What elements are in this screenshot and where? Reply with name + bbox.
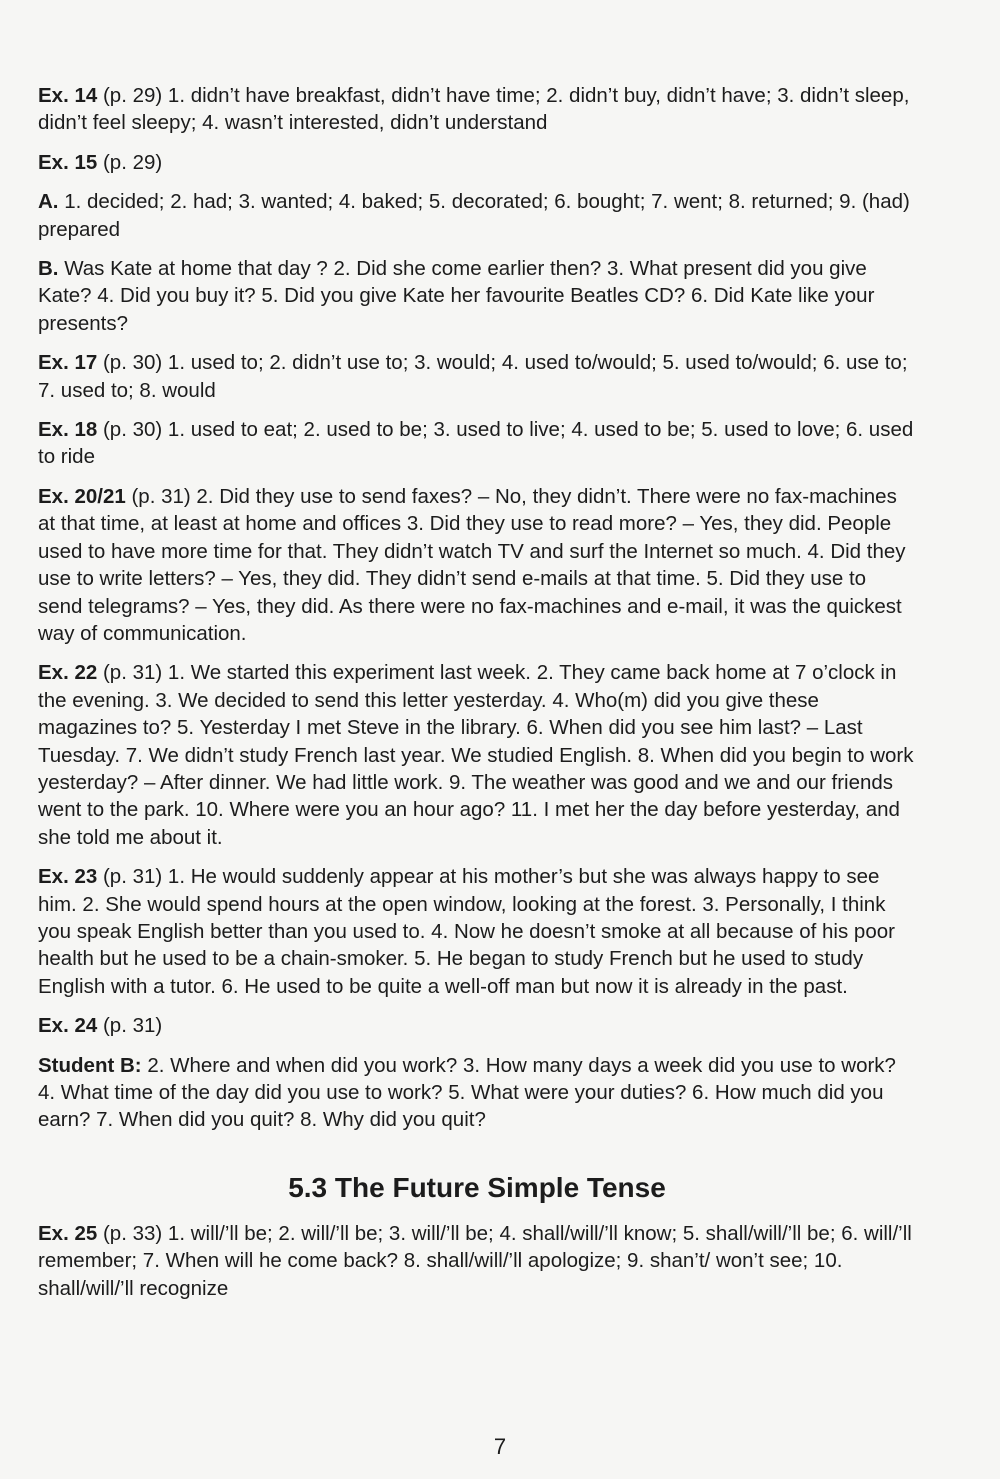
answer-ex-25 bbox=[38, 1220, 916, 1302]
answer-ex-14 bbox=[38, 82, 916, 137]
exercise-label: Ex. 17 bbox=[38, 351, 98, 375]
answer-ex-20-21 bbox=[38, 483, 916, 647]
exercise-answers: (p. 31) bbox=[97, 1014, 163, 1038]
exercise-label: Ex. 15 bbox=[38, 150, 98, 174]
page-number: 7 bbox=[493, 1434, 507, 1459]
exercise-label: Ex. 25 bbox=[38, 1221, 98, 1245]
exercise-answers: (p. 31) 2. Did they use to send faxes? – No, they didn’t. There were no fax-machines at that time, at least at home and offices 3. Did they use to read more? – Yes, they did. People used to have more time for that. They didn’t watch TV and surf the Internet so much. 4. Did they use to write letters? – Yes, they did. They didn’t send e-mails at that time. 5. Did they use to send telegrams? – Yes, they did. As there were no fax-machines and e-mail, it was the quickest way of communication. bbox=[38, 484, 906, 645]
answer-ex-24 bbox=[38, 1012, 916, 1039]
answer-ex-15-part-b bbox=[38, 255, 916, 337]
section-heading: 5.3 The Future Simple Tense bbox=[288, 1171, 666, 1203]
exercise-label: Ex. 20/21 bbox=[38, 484, 126, 508]
answer-ex-15-part-a bbox=[38, 188, 916, 243]
exercise-answers: Was Kate at home that day ? 2. Did she come earlier then? 3. What present did you give Kate? 4. Did you buy it? 5. Did you give Kate her favourite Beatles CD? 6. Did Kate like your presents? bbox=[38, 257, 875, 335]
part-label: A. bbox=[38, 190, 59, 214]
exercise-label: Ex. 24 bbox=[38, 1014, 98, 1038]
answer-ex-18 bbox=[38, 416, 916, 471]
student-label: Student B: bbox=[38, 1053, 142, 1077]
answer-ex-24-student-b bbox=[38, 1052, 916, 1134]
exercise-label: Ex. 14 bbox=[38, 84, 98, 107]
exercise-answers: 1. decided; 2. had; 3. wanted; 4. baked; 5. decorated; 6. bought; 7. went; 8. returned; 9. (had) prepared bbox=[38, 190, 910, 241]
exercise-answers: (p. 31) 1. He would suddenly appear at his mother’s but she was always happy to see him. 2. She would spend hours at the open window, looking at the forest. 3. Personally, I think you speak English better than you used to. 4. Now he doesn’t smoke at all because of his poor health but he used to be a chain-smoker. 5. He began to study French but he used to study English with a tutor. 6. He used to be quite a well-off man but now it is already in the past. bbox=[38, 865, 895, 998]
exercise-answers: (p. 29) bbox=[97, 150, 163, 174]
answer-ex-15 bbox=[38, 149, 916, 176]
answer-ex-23 bbox=[38, 863, 916, 1000]
exercise-label: Ex. 23 bbox=[38, 865, 98, 889]
exercise-answers: (p. 30) 1. used to; 2. didn’t use to; 3. would; 4. used to/would; 5. used to/would; 6. use to; 7. used to; 8. would bbox=[38, 351, 908, 402]
exercise-answers: (p. 33) 1. will/’ll be; 2. will/’ll be; 3. will/’ll be; 4. shall/will/’ll know; 5. shall/will/’ll be; 6. will/’ll remember; 7. When will he come back? 8. shall/will/’ll apologize; 9. shan’t/ won’t see; 10. shall/will/’ll recognize bbox=[38, 1221, 912, 1300]
exercise-answers: (p. 30) 1. used to eat; 2. used to be; 3. used to live; 4. used to be; 5. used to love; 6. used to ride bbox=[38, 418, 914, 469]
answer-ex-22 bbox=[38, 659, 916, 851]
answer-ex-17 bbox=[38, 349, 916, 404]
exercise-label: Ex. 22 bbox=[38, 661, 98, 685]
part-label: B. bbox=[38, 257, 59, 281]
exercise-answers: (p. 31) 1. We started this experiment last week. 2. They came back home at 7 o’clock in the evening. 3. We decided to send this letter yesterday. 4. Who(m) did you give these magazines to? 5. Yesterday I met Steve in the library. 6. When did you see him last? – Last Tuesday. 7. We didn’t study French last year. We studied English. 8. When did you begin to work yesterday? – After dinner. We had little work. 9. The weather was good and we and our friends went to the park. 10. Where were you an hour ago? 11. I met her the day before yesterday, and she told me about it. bbox=[38, 661, 914, 849]
exercise-answers: (p. 29) 1. didn’t have breakfast, didn’t have time; 2. didn’t buy, didn’t have; 3. didn’t sleep, didn’t feel sleepy; 4. wasn’t interested, didn’t understand bbox=[38, 84, 910, 135]
exercise-label: Ex. 18 bbox=[38, 418, 98, 442]
exercise-answers: 2. Where and when did you work? 3. How many days a week did you use to work? 4. What time of the day did you use to work? 5. What were your duties? 6. How much did you earn? 7. When did you quit? 8. Why did you quit? bbox=[38, 1053, 896, 1132]
